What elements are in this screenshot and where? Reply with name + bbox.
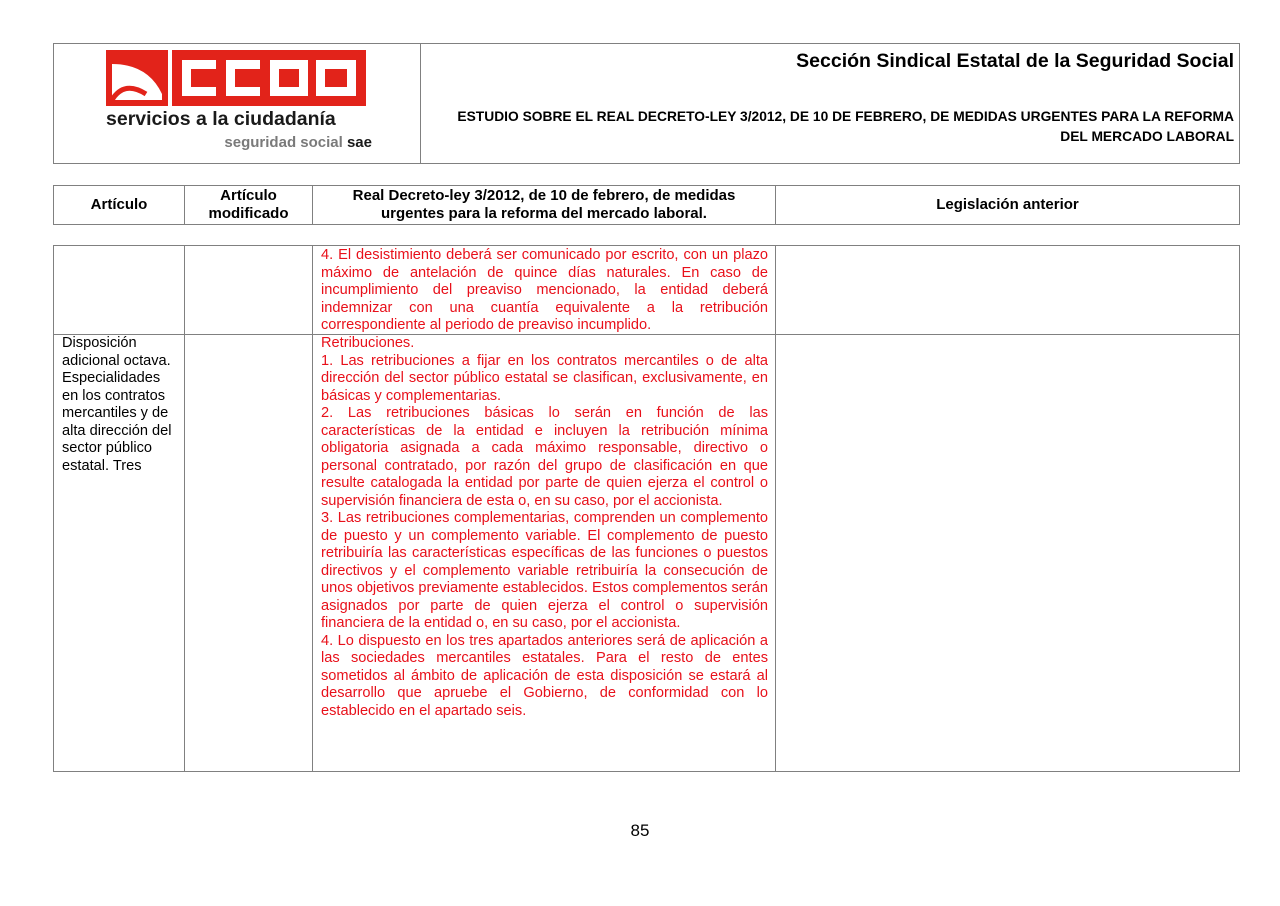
header-divider (420, 44, 421, 163)
column-header-legislacion-anterior: Legislación anterior (936, 196, 1079, 213)
decreto-paragraph: 1. Las retribuciones a fijar en los contratos mercantiles o de alta dirección del sector público estatal se clasifican, exclusivamente, en básicas y complementarias. (321, 352, 768, 404)
decreto-paragraph: 2. Las retribuciones básicas lo serán en función de las características de la entidad e incluyen la retribución mínima obligatoria asignada a cada máximo responsable, directivo o personal contratado, por razón del grupo de clasificación en que resulte catalogada la entidad por parte de quien ejerza el control o supervisión financiera de esta o, en su caso, por el accionista. (321, 405, 768, 509)
ccoo-logo (106, 50, 372, 150)
table-row-2-decreto (321, 335, 768, 720)
decreto-paragraph: 3. Las retribuciones complementarias, comprenden un complemento de puesto y un complemento variable. El complemento de puesto retribuiría las características específicas de las funciones o puestos directivos y el complemento variable retribuiría la consecución de unos objetivos previamente establecidos. Estos complementos serán asignados por parte de quien ejerza el control o supervisión financiera de la entidad o, en su caso, por el accionista. (321, 510, 768, 631)
column-header-table (53, 185, 1240, 225)
column-header-articulo-modificado: Artículo modificado (208, 187, 289, 222)
page-number: 85 (630, 821, 650, 840)
column-header-real-decreto: Real Decreto-ley 3/2012, de 10 de febrero, de medidas urgentes para la reforma del mercado laboral. (352, 187, 736, 222)
document-header (53, 43, 1240, 164)
content-table (53, 245, 1240, 772)
decreto-paragraph: 4. Lo dispuesto en los tres apartados anteriores será de aplicación a las sociedades mercantiles estatales. Para el resto de entes sometidos al ámbito de aplicación de esta disposición se estará al desarrollo que apruebe el Gobierno, de conformidad con lo establecido en el apartado seis. (321, 632, 768, 719)
table-row-1-decreto (321, 247, 768, 335)
document-subtitle: ESTUDIO SOBRE EL REAL DECRETO-LEY 3/2012, DE 10 DE FEBRERO, DE MEDIDAS URGENTES PARA LA REFORMA DEL MERCADO LABORAL (457, 109, 1234, 144)
table-row-2-articulo: Disposición adicional octava. Especialidades en los contratos mercantiles y de alta dirección del sector público estatal. Tres (62, 335, 172, 474)
column-header-articulo: Artículo (90, 196, 148, 213)
ccoo-logo-mark (106, 50, 366, 106)
decreto-paragraph: 4. El desistimiento deberá ser comunicado por escrito, con un plazo máximo de antelación de quince días naturales. En caso de incumplimiento del preaviso mencionado, la entidad deberá indemnizar con una cuantía equivalente a la retribución correspondiente al periodo de preaviso incumplido. (321, 247, 768, 333)
decreto-paragraph: Retribuciones. (321, 335, 415, 351)
logo-tagline: servicios a la ciudadanía (106, 108, 336, 130)
section-title: Sección Sindical Estatal de la Seguridad Social (796, 50, 1234, 72)
logo-subtagline: seguridad social sae (224, 134, 372, 151)
